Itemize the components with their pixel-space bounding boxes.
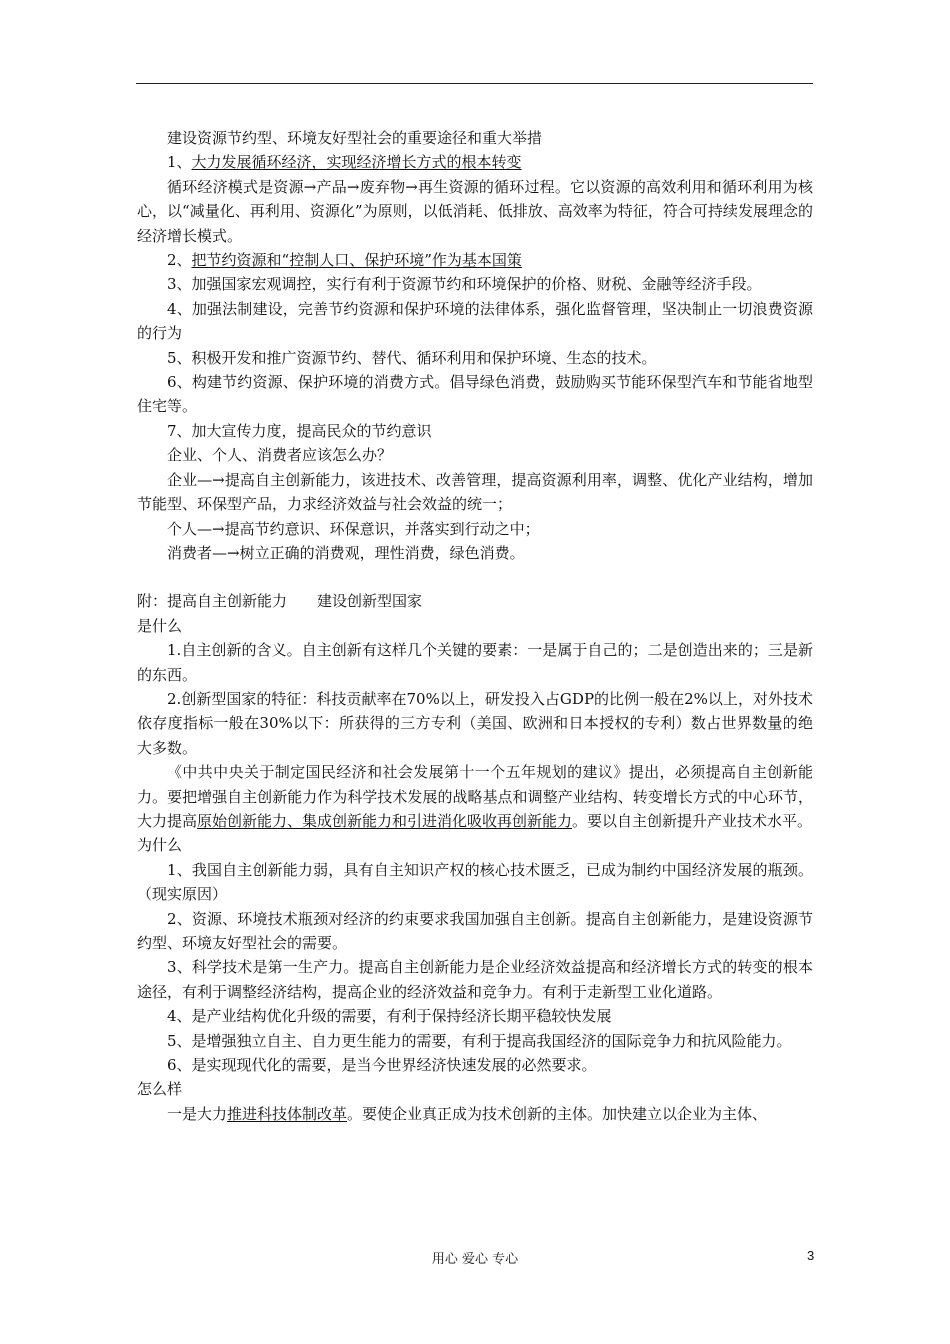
text-run: 《中共中央关于制定国民经济和社会发展第十一个五年规划的建议》提出，必须提高自主创新能力。要把增强自主创新能力作为科学技术发展的战略基点和调整产业结构、转变增长方式的中心环节，大力提高 [137, 763, 813, 830]
paragraph: 4、加强法制建设，完善节约资源和保护环境的法律体系，强化监督管理，坚决制止一切浪费资源的行为 [137, 299, 813, 343]
paragraph: 6、是实现现代化的需要，是当今世界经济快速发展的必然要求。 [167, 1056, 597, 1075]
text-run: 一是大力 [167, 1104, 228, 1123]
paragraph: 3、加强国家宏观调控，实行有利于资源节约和环境保护的价格、财税、金融等经济手段。 [167, 275, 762, 294]
page-number: 3 [807, 1248, 815, 1263]
paragraph: 2、资源、环境技术瓶颈对经济的约束要求我国加强自主创新。提高自主创新能力，是建设资源节约型、环境友好型社会的需要。 [137, 909, 813, 952]
paragraph [137, 1102, 813, 1126]
paragraph: 5、积极开发和推广资源节约、替代、循环利用和保护环境、生态的技术。 [167, 348, 657, 367]
paragraph: 消费者—→树立正确的消费观，理性消费，绿色消费。 [167, 543, 525, 562]
footer-motto: 用心 爱心 专心 [431, 1252, 519, 1267]
blank-line [137, 565, 813, 589]
header-rule [136, 83, 813, 84]
paragraph [137, 248, 813, 272]
item-number: 1、 [167, 153, 192, 172]
paragraph: 1.自主创新的含义。自主创新有这样几个关键的要素：一是属于自己的；二是创造出来的；三是新的东西。 [137, 641, 813, 684]
paragraph: 3、科学技术是第一生产力。提高自主创新能力是企业经济效益提高和经济增长方式的转变的根本途径，有利于调整经济结构，提高企业的经济效益和竞争力。有利于走新型工业化道路。 [137, 958, 813, 1001]
subsection-heading: 是什么 [137, 616, 183, 635]
paragraph: 个人—→提高节约意识、环保意识，并落实到行动之中； [167, 519, 540, 538]
paragraph: 企业—→提高自主创新能力，该进技术、改善管理，提高资源利用率，调整、优化产业结构，增加节能型、环保型产品，力求经济效益与社会效益的统一； [137, 470, 813, 514]
section-heading: 建设资源节约型、环境友好型社会的重要途径和重大举措 [167, 129, 543, 147]
paragraph: 企业、个人、消费者应该怎么办？ [167, 446, 393, 465]
text-run: 。要使企业真正成为技术创新的主体。加快建立以企业为主体、 [347, 1104, 768, 1123]
item-number: 2、 [167, 251, 192, 270]
underlined-text: 推进科技体制改革 [227, 1104, 348, 1123]
paragraph: 6、构建节约资源、保护环境的消费方式。倡导绿色消费，鼓励购买节能环保型汽车和节能省地型住宅等。 [137, 373, 813, 416]
appendix-heading: 附：提高自主创新能力 建设创新型国家 [137, 592, 423, 611]
subsection-heading: 怎么样 [137, 1080, 183, 1099]
paragraph: 循环经济模式是资源→产品→废弃物→再生资源的循环过程。它以资源的高效利用和循环利用为核心，以“减量化、再利用、资源化”为原则，以低消耗、低排放、高效率为特征，符合可持续发展理念的经济增长模式。 [137, 177, 813, 245]
paragraph: 5、是增强独立自主、自力更生能力的需要，有利于提高我国经济的国际竞争力和抗风险能力。 [167, 1031, 792, 1050]
underlined-text: 把节约资源和“控制人口、保护环境”作为基本国策 [191, 251, 522, 270]
paragraph: 4、是产业结构优化升级的需要，有利于保持经济长期平稳较快发展 [167, 1007, 612, 1026]
document-body [137, 126, 813, 1126]
paragraph: 1、我国自主创新能力弱，具有自主知识产权的核心技术匮乏，已成为制约中国经济发展的瓶颈。（现实原因） [137, 860, 813, 904]
underlined-text: 原始创新能力、集成创新能力和引进消化吸收再创新能力 [197, 811, 573, 830]
text-run: 。要以自主创新提升产业技术水平。 [572, 811, 813, 830]
paragraph [137, 760, 813, 833]
paragraph: 7、加大宣传力度，提高民众的节约意识 [167, 421, 432, 440]
paragraph [137, 150, 813, 174]
paragraph: 2.创新型国家的特征：科技贡献率在70%以上，研发投入占GDP的比例一般在2%以上，对外技术依存度指标一般在30%以下：所获得的三方专利（美国、欧洲和日本授权的专利）数占世界数量的绝大多数。 [137, 689, 813, 757]
underlined-text: 大力发展循环经济，实现经济增长方式的根本转变 [191, 153, 522, 172]
subsection-heading: 为什么 [137, 836, 183, 855]
